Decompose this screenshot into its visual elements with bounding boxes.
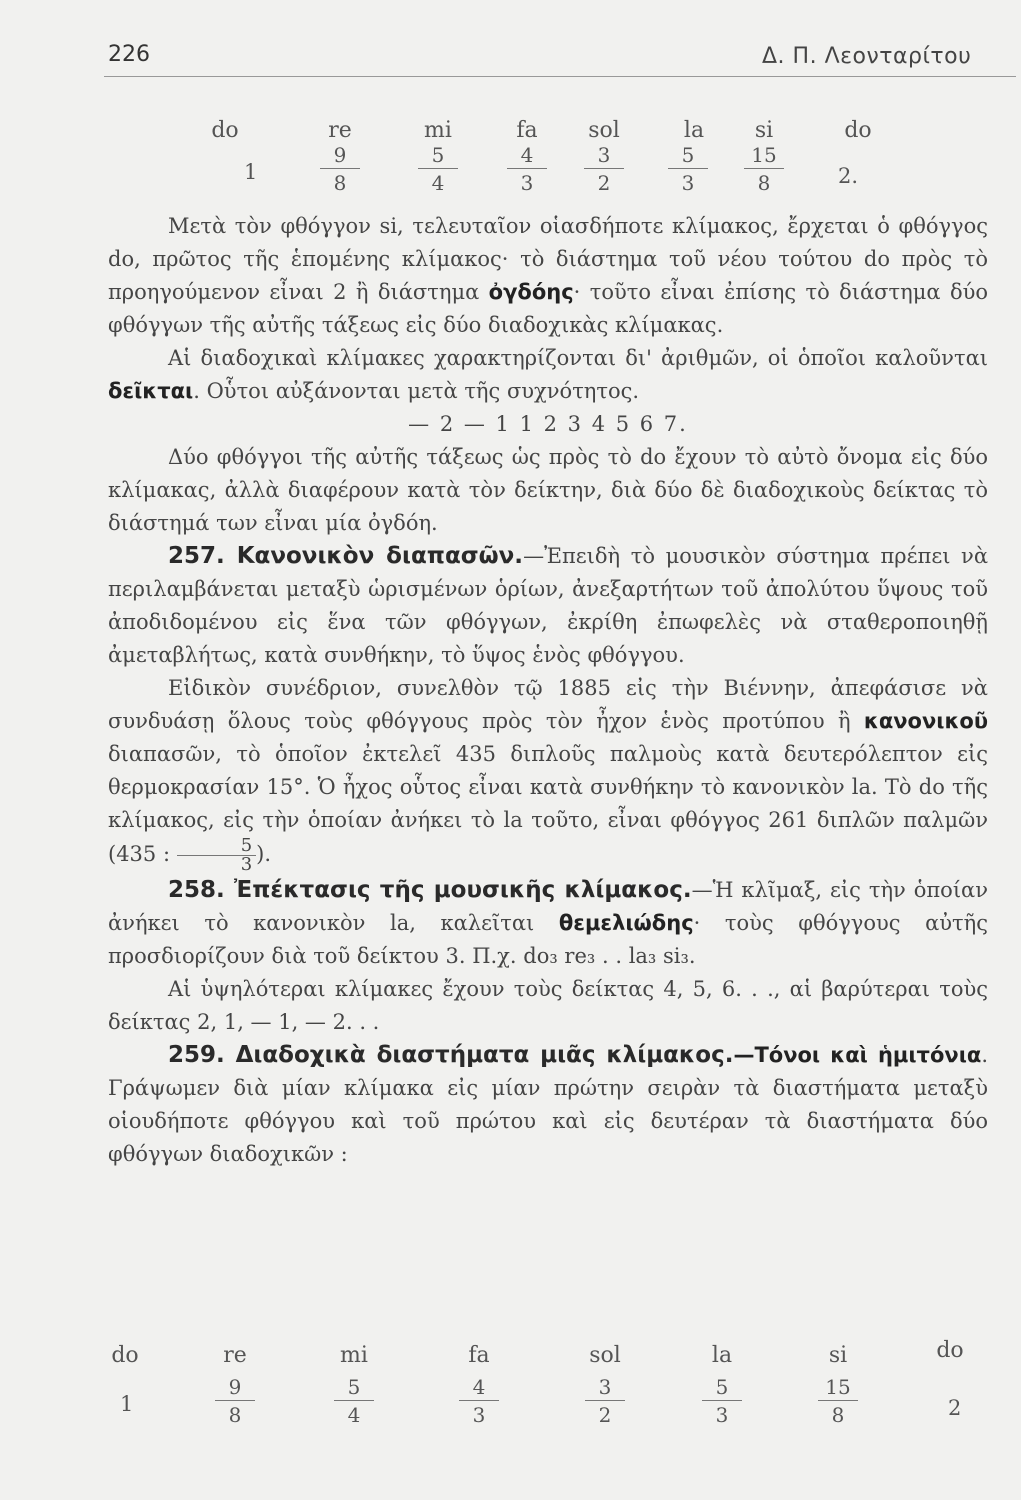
scale-note: fa [468, 1343, 490, 1368]
scale-fraction: $\frac{5}{3}$ [702, 1374, 742, 1429]
scale-fraction: $\frac{4}{3}$ [459, 1374, 499, 1429]
scale-note: la [683, 118, 705, 143]
scale-note: mi [424, 118, 452, 143]
scale-note: si [754, 118, 774, 143]
body-text-1 [108, 210, 988, 1171]
scale-fraction: $\frac{15}{8}$ [818, 1374, 858, 1429]
scale-fraction: $\frac{15}{8}$ [744, 142, 784, 197]
index-sequence: — 2 — 1 1 2 3 4 5 6 7. [408, 412, 688, 436]
scale-first-value: 1 [244, 160, 258, 184]
page-number: 226 [108, 42, 150, 67]
scale-note: do [211, 118, 239, 143]
scale-note: la [711, 1343, 733, 1368]
scale-last-value: 2. [838, 164, 859, 188]
inline-fraction: $\frac{5}{3}$ [177, 837, 256, 874]
scale-note: si [828, 1343, 848, 1368]
scale-table-top [0, 0, 1021, 220]
paragraph: Αἱ ὑψηλότεραι κλίμακες ἔχουν τοὺς δείκτας 4, 5, 6. . ., αἱ βαρύτεραι τοὺς δείκτας 2, 1, — 1, — 2. . . [108, 977, 988, 1034]
scale-note: re [223, 1343, 247, 1368]
scale-fraction: $\frac{3}{2}$ [585, 1374, 625, 1429]
section-259: 259. Διαδοχικὰ διαστήματα μιᾶς κλίμακος.—Τόνοι καὶ ἡμιτόνια. Γράψωμεν διὰ μίαν κλίμακα εἰς μίαν πρώτην σειρὰν τὰ διαστήματα μεταξὺ οἱουδήποτε φθόγγου καὶ τοῦ πρώτου καὶ εἰς δευτέραν τὰ διαστήματα δύο φθόγγων διαδοχικῶν : [108, 1042, 988, 1166]
scale-last-value: 2 [948, 1396, 962, 1420]
scale-fraction: $\frac{5}{4}$ [418, 142, 458, 197]
scale-note: sol [589, 1343, 621, 1368]
scale-first-value: 1 [120, 1392, 134, 1416]
scale-note: re [328, 118, 352, 143]
running-header: Δ. Π. Λεονταρίτου [762, 44, 972, 69]
scale-note: mi [340, 1343, 368, 1368]
scale-note: sol [588, 118, 620, 143]
scale-fraction: $\frac{3}{2}$ [584, 142, 624, 197]
scale-fraction: $\frac{9}{8}$ [215, 1374, 255, 1429]
scale-fraction: $\frac{5}{3}$ [668, 142, 708, 197]
scale-note: do [844, 118, 872, 143]
section-257: 257. Κανονικὸν διαπασῶν.—Ἐπειδὴ τὸ μουσικὸν σύστημα πρέπει νὰ περιλαμβάνεται μεταξὺ ὡρισμένων ὁρίων, ἀνεξαρτήτων τοῦ ἀπολύτου ὕψους τοῦ ἀποδιδομένου εἰς ἕνα τῶν φθόγγων, ἐκρίθη ἐπωφελὲς νὰ σταθεροποιηθῇ ἀμεταβλήτως, κατὰ συνθήκην, τὸ ὕψος ἑνὸς φθόγγου. [108, 543, 988, 667]
paragraph: Δύο φθόγγοι τῆς αὐτῆς τάξεως ὡς πρὸς τὸ do ἔχουν τὸ αὐτὸ ὄνομα εἰς δύο κλίμακας, ἀλλὰ διαφέρουν κατὰ τὸν δείκτην, διὰ δύο δὲ διαδοχικοὺς δείκτας τὸ διάστημά των εἶναι μία ὀγδόη. [108, 445, 988, 535]
scale-fraction: $\frac{9}{8}$ [320, 142, 360, 197]
scale-note: fa [516, 118, 538, 143]
scale-fraction: $\frac{4}{3}$ [507, 142, 547, 197]
paragraph: Αἱ διαδοχικαὶ κλίμακες χαρακτηρίζονται δι' ἀριθμῶν, οἱ ὁποῖοι καλοῦνται δεῖκται. Οὗτοι αὐξάνονται μετὰ τῆς συχνότητος. [108, 346, 988, 403]
scale-note: do [111, 1343, 139, 1368]
paragraph: Μετὰ τὸν φθόγγον si, τελευταῖον οἱασδήποτε κλίμακος, ἔρχεται ὁ φθόγγος do, πρῶτος τῆς ἑπομένης κλίμακος· τὸ διάστημα τοῦ νέου τούτου do πρὸς τὸ προηγούμενον εἶναι 2 ἢ διάστημα ὀγδόης· τοῦτο εἶναι ἐπίσης τὸ διάστημα δύο φθόγγων τῆς αὐτῆς τάξεως εἰς δύο διαδοχικὰς κλίμακας. [108, 214, 988, 337]
section-258: 258. Ἐπέκτασις τῆς μουσικῆς κλίμακος.—Ἡ κλῖμαξ, εἰς τὴν ὁποίαν ἀνήκει τὸ κανονικὸν la, καλεῖται θεμελιώδης· τοὺς φθόγγους αὐτῆς προσδιορίζουν διὰ τοῦ δείκτου 3. Π.χ. do₃ re₃ . . la₃ si₃. [108, 877, 988, 968]
paragraph: Εἰδικὸν συνέδριον, συνελθὸν τῷ 1885 εἰς τὴν Βιέννην, ἀπεφάσισε νὰ συνδυάσῃ ὅλους τοὺς φθόγγους πρὸς τὸν ἦχον ἑνὸς προτύπου ἢ κανονικοῦ διαπασῶν, τὸ ὁποῖον ἐκτελεῖ 435 διπλοῦς παλμοὺς κατὰ δευτερόλεπτον εἰς θερμοκρασίαν 15°. Ὁ ἦχος οὗτος εἶναι κατὰ συνθήκην τὸ κανονικὸν la. Τὸ do τῆς κλίμακος, εἰς τὴν ὁποίαν ἀνήκει τὸ la τοῦτο, εἶναι φθόγγος 261 διπλῶν παλμῶν (435 : $\frac{5}{3}$ ). [108, 676, 988, 875]
scale-fraction: $\frac{5}{4}$ [334, 1374, 374, 1429]
scale-note: do [936, 1338, 964, 1363]
